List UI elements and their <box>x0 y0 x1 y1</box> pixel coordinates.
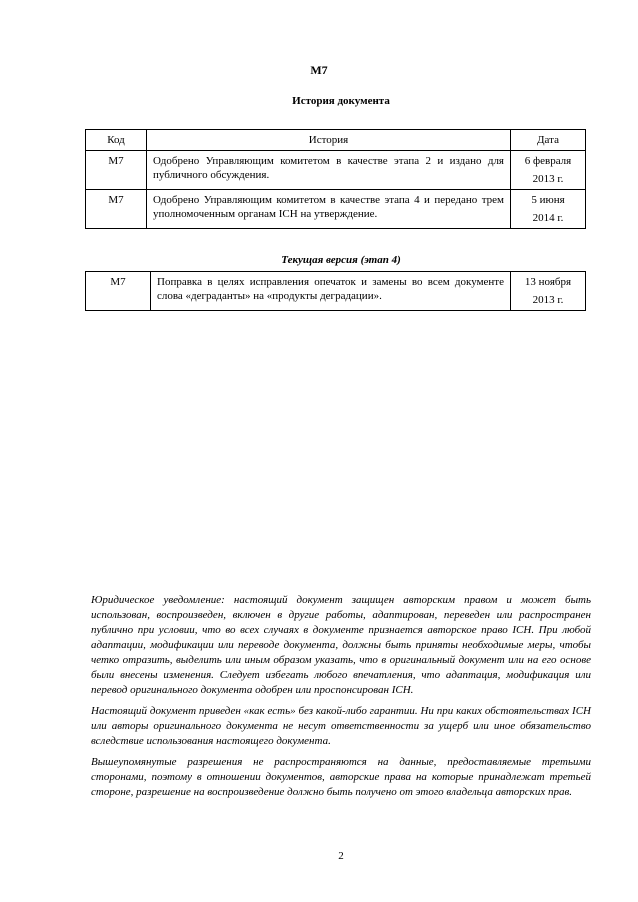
row-history-text: Одобрено Управляющим комитетом в качестве этапа 4 и передано трем уполномоченным органам ICH на утверждение. <box>147 190 511 229</box>
legal-paragraph-disclaimer: Настоящий документ приведен «как есть» без какой-либо гарантии. Ни при каких обстоятельствах ICH или авторы оригинального документа не несут ответственности за ущерб или иное обязательство вследствие использования настоящего документа. <box>91 705 591 747</box>
current-version-title: Текущая версия (этап 4) <box>281 254 401 266</box>
legal-paragraph-third-party: Вышеупомянутые разрешения не распространяются на данные, предоставляемые третьими сторонами, поэтому в отношении документов, авторские права на которые принадлежат третьей стороне, разрешение на воспроизведение должно быть получено от этого владельца авторских прав. <box>91 756 591 798</box>
column-header-history: История <box>147 130 511 151</box>
row-code: M7 <box>86 151 147 190</box>
row-date-day: 5 июня <box>531 194 565 206</box>
row-date <box>511 272 586 311</box>
row-date-day: 13 ноября <box>524 276 572 288</box>
row-date-year: 2014 г. <box>532 212 564 224</box>
row-date <box>511 190 586 229</box>
row-date-day: 6 февраля <box>524 155 572 167</box>
row-date-year: 2013 г. <box>532 173 564 185</box>
row-history-text: Поправка в целях исправления опечаток и замены во всем документе слова «деграданты» на «продукты деградации». <box>151 272 511 311</box>
legal-notice <box>91 593 591 806</box>
row-date-year: 2013 г. <box>532 294 564 306</box>
column-header-date: Дата <box>511 130 586 151</box>
row-date <box>511 151 586 190</box>
row-code: M7 <box>86 272 151 311</box>
row-history-text: Одобрено Управляющим комитетом в качестве этапа 2 и издано для публичного обсуждения. <box>147 151 511 190</box>
history-table-header-row <box>86 130 586 151</box>
legal-paragraph-copyright: Юридическое уведомление: настоящий документ защищен авторским правом и может быть использован, воспроизведен, включен в другие работы, адаптирован, переведен или распространен публично при условии, что во всех случаях в документе признается авторское право ICH. При любой адаптации, модификации или переводе документа, должны быть приняты необходимые меры, чтобы четко отразить, выделить или иным образом указать, что в оригинальный документ или на его основе были внесены изменения. Следует избегать любого впечатления, что адаптация, модификация или перевод оригинального документа одобрен или проспонсирован ICH. <box>91 594 591 696</box>
table-row <box>86 272 586 311</box>
current-version-table <box>85 271 586 311</box>
table-row <box>86 151 586 190</box>
page-number: 2 <box>338 850 344 862</box>
document-code: M7 <box>310 63 328 77</box>
history-table <box>85 129 586 229</box>
table-row <box>86 190 586 229</box>
row-code: M7 <box>86 190 147 229</box>
column-header-code: Код <box>86 130 147 151</box>
document-history-heading: История документа <box>292 95 390 107</box>
